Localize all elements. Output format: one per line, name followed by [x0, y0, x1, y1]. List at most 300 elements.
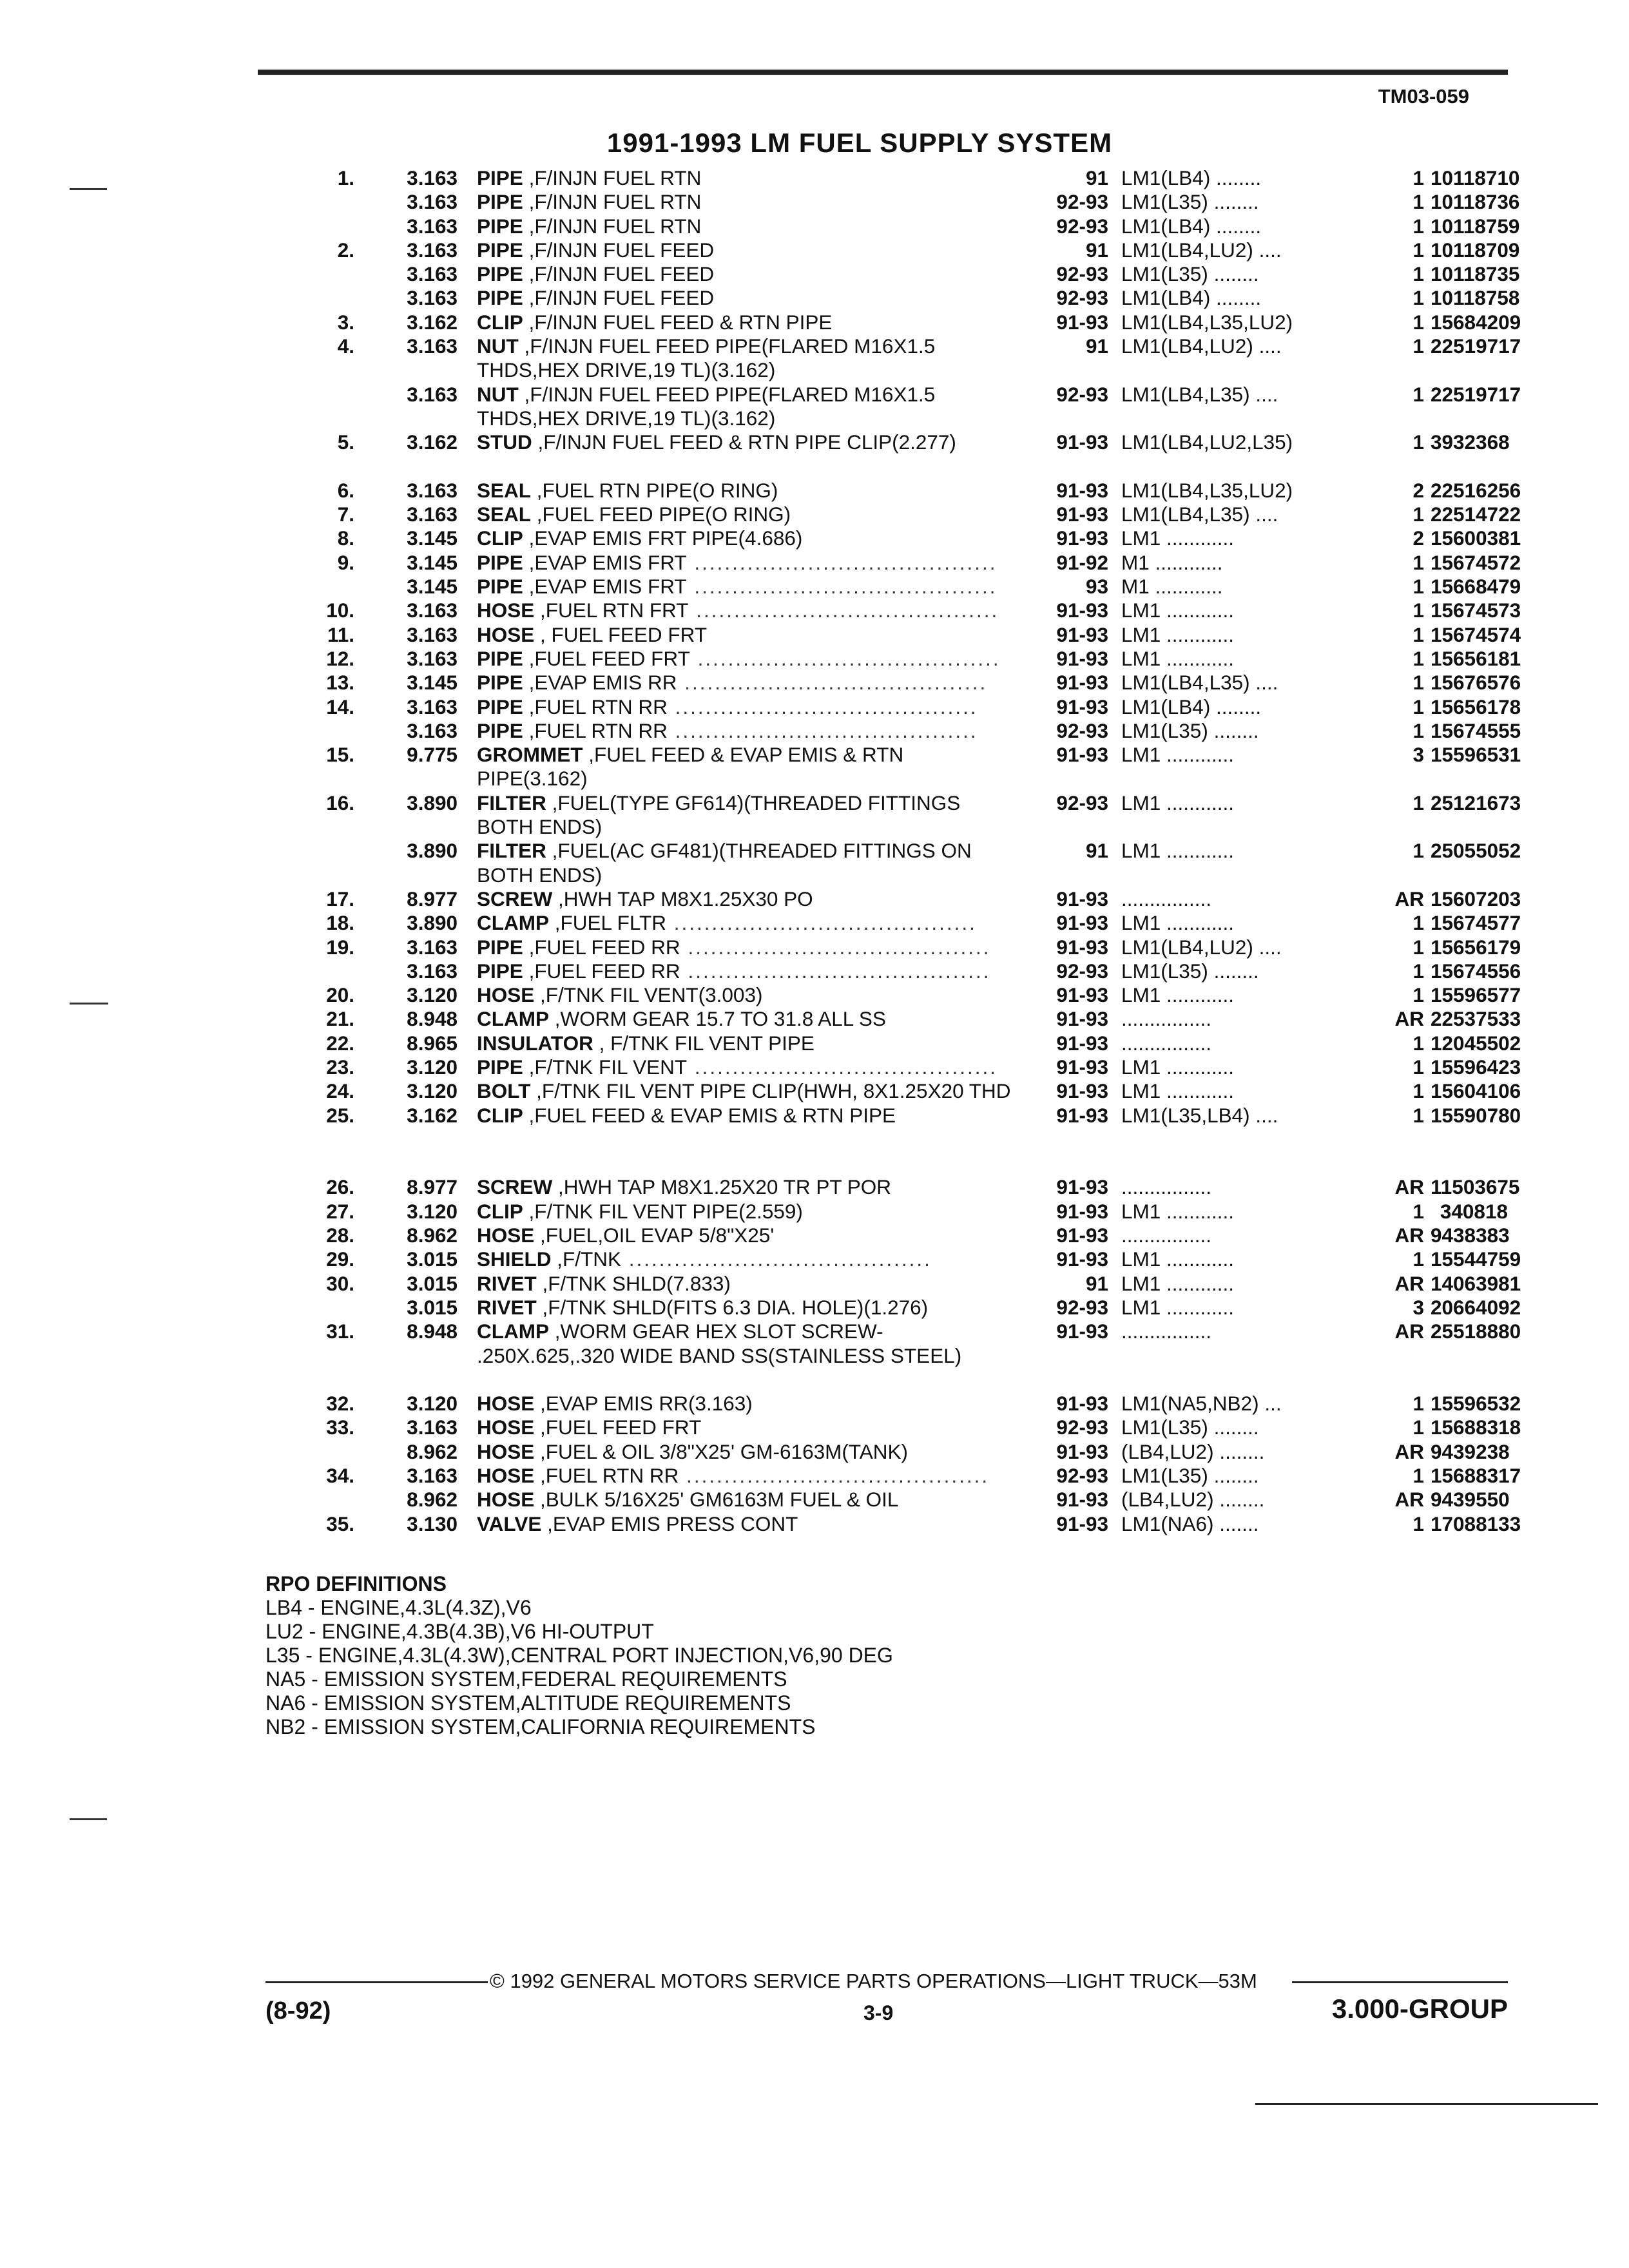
leader-dots: ........................................ [680, 959, 991, 983]
quantity: 3 [1412, 743, 1424, 767]
part-description [477, 1055, 1012, 1079]
part-detail: ,FUEL FLTR [554, 911, 667, 935]
part-description [477, 526, 1012, 550]
part-description [477, 238, 1012, 262]
group-number: 3.163 [407, 382, 458, 406]
part-noun: PIPE [477, 262, 523, 286]
part-description [477, 695, 1012, 719]
model-usage: LM1 ............ [1121, 1199, 1235, 1223]
part-description [477, 430, 1012, 454]
item-number: 10. [326, 599, 354, 622]
model-years: 91-93 [1056, 599, 1108, 622]
model-usage: LM1 ............ [1121, 622, 1235, 646]
quantity: 1 [1412, 286, 1424, 310]
model-usage: LM1 ............ [1121, 839, 1235, 863]
rpo-definition: NA5 - EMISSION SYSTEM,FEDERAL REQUIREMENTS [265, 1667, 787, 1691]
part-detail: ,FUEL(AC GF481)(THREADED FITTINGS ON BOTH ENDS) [477, 839, 972, 887]
model-years: 92-93 [1056, 382, 1108, 406]
table-row [258, 791, 1521, 840]
group-number: 3.015 [407, 1271, 458, 1295]
part-number: 14063981 [1431, 1271, 1521, 1295]
table-row [258, 599, 1521, 622]
model-usage: ................ [1121, 887, 1212, 910]
part-noun: PIPE [477, 646, 523, 670]
table-row [258, 1055, 1521, 1079]
quantity: 1 [1412, 334, 1424, 358]
part-number: 15668479 [1431, 575, 1521, 599]
part-detail: ,FUEL FEED RR [528, 935, 680, 959]
quantity: 1 [1412, 839, 1424, 863]
group-number: 3.890 [407, 911, 458, 935]
item-number: 3. [337, 310, 354, 334]
quantity: 2 [1412, 478, 1424, 502]
group-number: 9.775 [407, 743, 458, 767]
item-number: 8. [337, 526, 354, 550]
part-noun: CLIP [477, 310, 523, 334]
model-usage: LM1(LB4) ........ [1121, 166, 1262, 189]
group-number: 3.163 [407, 622, 458, 646]
rpo-definition: NB2 - EMISSION SYSTEM,CALIFORNIA REQUIREMENTS [265, 1715, 816, 1738]
quantity: AR [1394, 1488, 1424, 1512]
part-detail: ,F/INJN FUEL FEED & RTN PIPE [528, 310, 833, 334]
model-years: 91-93 [1056, 503, 1108, 526]
table-row [258, 1320, 1521, 1392]
table-row [258, 1079, 1521, 1103]
part-detail: ,F/INJN FUEL FEED [528, 286, 715, 310]
item-number: 32. [326, 1392, 354, 1416]
group-number: 3.163 [407, 334, 458, 358]
group-number: 3.163 [407, 478, 458, 502]
part-description [477, 719, 1012, 743]
quantity: 1 [1412, 599, 1424, 622]
leader-dots: ........................................ [686, 550, 998, 574]
table-row [258, 382, 1521, 431]
part-number: 15676576 [1431, 671, 1521, 695]
part-description [477, 1272, 1012, 1296]
part-number: 10118709 [1431, 238, 1520, 262]
item-number: 5. [337, 430, 354, 454]
table-row [258, 478, 1521, 503]
quantity: AR [1394, 1271, 1424, 1295]
leader-dots: ........................................ [679, 1464, 990, 1488]
model-usage: LM1(LB4,L35) .... [1121, 503, 1278, 526]
part-detail: ,BULK 5/16X25' GM6163M FUEL & OIL [540, 1488, 898, 1512]
group-number: 3.163 [407, 935, 458, 959]
item-number: 31. [326, 1320, 354, 1343]
quantity: 1 [1412, 166, 1424, 189]
table-row [258, 983, 1521, 1007]
model-usage: (LB4,LU2) ........ [1121, 1488, 1265, 1512]
part-number: 15656179 [1431, 935, 1521, 959]
part-detail: ,FUEL FEED RR [528, 959, 680, 983]
part-detail: ,EVAP EMIS PRESS CONT [547, 1512, 798, 1535]
part-noun: PIPE [477, 190, 523, 214]
model-usage: LM1(LB4,LU2) .... [1121, 238, 1282, 262]
model-years: 92-93 [1056, 959, 1108, 983]
part-number: 22519717 [1431, 334, 1521, 358]
leader-dots: ........................................ [680, 935, 991, 959]
model-usage: LM1 ............ [1121, 526, 1235, 550]
item-number: 22. [326, 1031, 354, 1055]
model-years: 93 [1085, 575, 1108, 599]
table-row [258, 959, 1521, 983]
table-row [258, 646, 1521, 671]
part-number: 15674577 [1431, 911, 1521, 935]
part-noun: PIPE [477, 959, 523, 983]
table-row [258, 1031, 1521, 1055]
model-usage: LM1 ............ [1121, 1247, 1235, 1271]
table-row [258, 935, 1521, 959]
part-number: 340818 [1440, 1199, 1508, 1223]
model-years: 91-93 [1056, 887, 1108, 910]
model-usage: LM1(LB4,L35) .... [1121, 671, 1278, 695]
table-row [258, 1464, 1521, 1488]
model-usage: LM1(NA5,NB2) ... [1121, 1392, 1282, 1416]
quantity: 1 [1412, 214, 1424, 238]
part-number: 22537533 [1431, 1007, 1521, 1031]
leader-dots: ........................................ [667, 718, 978, 742]
quantity: 1 [1412, 1247, 1424, 1271]
leader-dots: ........................................ [689, 646, 1001, 670]
model-years: 91-93 [1056, 1224, 1108, 1247]
model-years: 91-93 [1056, 911, 1108, 935]
group-number: 3.015 [407, 1295, 458, 1319]
leader-dots: ........................................ [687, 1055, 998, 1079]
item-number: 17. [326, 887, 354, 910]
part-description [477, 334, 1012, 383]
table-row [258, 911, 1521, 935]
table-row [258, 262, 1520, 286]
part-description [477, 911, 1012, 935]
part-detail: ,F/TNK SHLD(FITS 6.3 DIA. HOLE)(1.276) [542, 1295, 929, 1319]
part-number: 10118759 [1431, 214, 1520, 238]
part-noun: RIVET [477, 1271, 537, 1295]
part-detail: ,EVAP EMIS FRT [528, 550, 687, 574]
part-description [477, 575, 1012, 599]
part-detail: ,FUEL RTN RR [528, 695, 668, 718]
model-usage: (LB4,LU2) ........ [1121, 1439, 1265, 1463]
group-number: 3.145 [407, 575, 458, 599]
model-usage: ................ [1121, 1320, 1212, 1343]
model-years: 91-93 [1056, 622, 1108, 646]
part-noun: HOSE [477, 983, 535, 1007]
quantity: 1 [1412, 1464, 1424, 1488]
quantity: 1 [1412, 575, 1424, 599]
model-years: 91-93 [1056, 646, 1108, 670]
part-noun: NUT [477, 334, 519, 358]
model-usage: ................ [1121, 1224, 1212, 1247]
part-description [477, 1416, 1012, 1439]
leader-dots: ........................................ [688, 599, 999, 622]
part-number: 11503675 [1431, 1175, 1520, 1199]
part-description [477, 1104, 1012, 1128]
quantity: 1 [1412, 695, 1424, 718]
part-detail: ,F/INJN FUEL FEED [528, 262, 715, 286]
model-years: 91 [1085, 166, 1108, 189]
part-noun: PIPE [477, 575, 523, 599]
document-code: TM03-059 [1378, 85, 1469, 108]
item-number: 21. [326, 1007, 354, 1031]
part-number: 15656178 [1431, 695, 1521, 718]
part-description [477, 959, 1012, 983]
group-number: 3.120 [407, 983, 458, 1007]
model-years: 91-93 [1056, 935, 1108, 959]
item-number: 12. [326, 646, 354, 670]
quantity: 1 [1412, 550, 1424, 574]
part-detail: , F/TNK FIL VENT PIPE [599, 1031, 815, 1055]
part-number: 25055052 [1431, 839, 1521, 863]
item-number: 25. [326, 1103, 354, 1127]
part-detail: ,FUEL FEED FRT [540, 1416, 702, 1439]
model-years: 91-93 [1056, 430, 1108, 454]
group-number: 3.015 [407, 1247, 458, 1271]
margin-tick [70, 1003, 108, 1004]
part-detail: ,HWH TAP M8X1.25X30 PO [558, 887, 813, 910]
part-number: 15596532 [1431, 1392, 1521, 1416]
part-detail: ,F/INJN FUEL FEED & RTN PIPE CLIP(2.277) [537, 430, 956, 454]
part-number: 22519717 [1431, 382, 1521, 406]
part-noun: STUD [477, 430, 532, 454]
table-row [258, 1392, 1521, 1416]
part-description [477, 1007, 1012, 1031]
part-number: 25121673 [1431, 791, 1521, 814]
part-number: 15596423 [1431, 1055, 1521, 1079]
part-description [477, 1079, 1012, 1103]
table-row [258, 238, 1520, 262]
part-detail: ,EVAP EMIS FRT PIPE(4.686) [528, 526, 803, 550]
part-description [477, 215, 1012, 238]
model-usage: LM1 ............ [1121, 1055, 1235, 1079]
part-detail: ,F/INJN FUEL RTN [528, 190, 702, 214]
table-row [258, 1295, 1521, 1320]
part-number: 15674574 [1431, 622, 1521, 646]
table-row [258, 1512, 1521, 1561]
part-detail: ,FUEL & OIL 3/8"X25' GM-6163M(TANK) [540, 1439, 908, 1463]
model-years: 91 [1085, 839, 1108, 863]
part-noun: CLAMP [477, 911, 549, 935]
part-number: 15674555 [1431, 718, 1521, 742]
part-number: 15688317 [1431, 1464, 1521, 1488]
part-detail: ,FUEL RTN FRT [540, 599, 689, 622]
group-number: 3.163 [407, 166, 458, 189]
model-years: 91-93 [1056, 1007, 1108, 1031]
quantity: 1 [1412, 983, 1424, 1007]
part-detail: ,F/INJN FUEL FEED [528, 238, 715, 262]
quantity: 1 [1412, 935, 1424, 959]
model-years: 91-93 [1056, 983, 1108, 1007]
group-number: 8.965 [407, 1031, 458, 1055]
footer-rule-left [265, 1981, 488, 1983]
part-noun: CLAMP [477, 1320, 549, 1343]
top-rule [258, 70, 1508, 75]
part-detail: ,FUEL FEED & EVAP EMIS & RTN PIPE(3.162) [477, 743, 904, 791]
part-noun: SCREW [477, 1175, 553, 1199]
part-noun: PIPE [477, 695, 523, 718]
group-number: 3.162 [407, 1103, 458, 1127]
quantity: AR [1394, 1439, 1424, 1463]
item-number: 16. [326, 791, 354, 814]
part-number: 15590780 [1431, 1103, 1521, 1127]
part-number: 15596577 [1431, 983, 1521, 1007]
part-detail: ,F/TNK FIL VENT PIPE(2.559) [528, 1199, 803, 1223]
group-number: 3.163 [407, 238, 458, 262]
group-number: 8.962 [407, 1439, 458, 1463]
part-noun: CLIP [477, 1103, 523, 1127]
bottom-rule [1255, 2103, 1598, 2105]
part-detail: ,FUEL FEED & EVAP EMIS & RTN PIPE [528, 1103, 896, 1127]
part-detail: ,FUEL RTN RR [540, 1464, 679, 1488]
model-years: 92-93 [1056, 791, 1108, 814]
part-noun: PIPE [477, 1055, 523, 1079]
model-years: 92-93 [1056, 190, 1108, 214]
part-description [477, 311, 1012, 334]
model-years: 91 [1085, 1271, 1108, 1295]
group-number: 3.163 [407, 1464, 458, 1488]
revision-date: (8-92) [265, 1997, 331, 2024]
table-row [258, 887, 1521, 911]
quantity: 3 [1412, 1295, 1424, 1319]
part-detail: ,FUEL(TYPE GF614)(THREADED FITTINGS BOTH ENDS) [477, 791, 961, 839]
quantity: 1 [1412, 791, 1424, 814]
copyright-notice: © 1992 GENERAL MOTORS SERVICE PARTS OPERATIONS—LIGHT TRUCK—53M [490, 1970, 1257, 1992]
part-detail: ,FUEL FEED FRT [528, 646, 690, 670]
part-number: 20664092 [1431, 1295, 1521, 1319]
table-row [258, 310, 1521, 334]
quantity: 1 [1412, 1031, 1424, 1055]
table-row [258, 1103, 1521, 1176]
part-number: 25518880 [1431, 1320, 1521, 1343]
part-number: 15600381 [1431, 526, 1521, 550]
quantity: 1 [1412, 382, 1424, 406]
group-number: 3.162 [407, 310, 458, 334]
model-years: 91-93 [1056, 743, 1108, 767]
group-number: 3.163 [407, 1416, 458, 1439]
model-years: 92-93 [1056, 718, 1108, 742]
part-noun: NUT [477, 382, 519, 406]
part-detail: ,FUEL RTN RR [528, 718, 668, 742]
part-noun: INSULATOR [477, 1031, 593, 1055]
rpo-definitions [265, 1572, 893, 1739]
part-number: 10118735 [1431, 262, 1520, 286]
group-number: 8.977 [407, 1175, 458, 1199]
part-detail: ,FUEL,OIL EVAP 5/8"X25' [540, 1224, 775, 1247]
model-usage: LM1 ............ [1121, 743, 1235, 767]
part-detail: ,F/TNK [557, 1247, 622, 1271]
model-usage: LM1(L35) ........ [1121, 262, 1259, 286]
part-description [477, 647, 1012, 671]
model-years: 91-93 [1056, 526, 1108, 550]
model-usage: LM1 ............ [1121, 1079, 1235, 1103]
group-number: 8.948 [407, 1320, 458, 1343]
model-usage: LM1(LB4,L35,LU2) [1121, 478, 1293, 502]
part-description [477, 1175, 1012, 1199]
group-number: 3.145 [407, 550, 458, 574]
part-noun: HOSE [477, 1439, 535, 1463]
part-description [477, 286, 1012, 310]
part-number: 15684209 [1431, 310, 1521, 334]
quantity: 1 [1412, 1416, 1424, 1439]
model-years: 91 [1085, 238, 1108, 262]
model-usage: LM1(LB4,L35) .... [1121, 382, 1278, 406]
quantity: 1 [1412, 1512, 1424, 1535]
table-row [258, 190, 1520, 214]
quantity: 1 [1412, 1055, 1424, 1079]
item-number: 35. [326, 1512, 354, 1535]
part-noun: PIPE [477, 238, 523, 262]
part-description [477, 671, 1012, 695]
part-detail: ,F/INJN FUEL RTN [528, 214, 702, 238]
table-row [258, 1224, 1508, 1247]
page-title: 1991-1993 LM FUEL SUPPLY SYSTEM [606, 128, 1113, 158]
part-description [477, 551, 1012, 575]
model-years: 92-93 [1056, 1295, 1108, 1319]
item-number: 11. [327, 622, 354, 646]
item-number: 9. [337, 550, 354, 574]
item-number: 2. [337, 238, 354, 262]
part-number: 17088133 [1431, 1512, 1521, 1535]
quantity: 2 [1412, 526, 1424, 550]
part-noun: PIPE [477, 214, 523, 238]
model-years: 91-92 [1056, 550, 1108, 574]
part-description [477, 1200, 1012, 1224]
quantity: 1 [1412, 503, 1424, 526]
part-description [477, 983, 1012, 1007]
rpo-definition: LU2 - ENGINE,4.3B(4.3B),V6 HI-OUTPUT [265, 1620, 654, 1643]
quantity: 1 [1412, 718, 1424, 742]
model-years: 91-93 [1056, 1392, 1108, 1416]
part-detail: ,WORM GEAR 15.7 TO 31.8 ALL SS [554, 1007, 886, 1031]
part-description [477, 887, 1012, 911]
part-description [477, 262, 1012, 286]
part-noun: FILTER [477, 839, 546, 863]
table-row [258, 430, 1508, 479]
item-number: 27. [326, 1199, 354, 1223]
model-years: 91-93 [1056, 1488, 1108, 1512]
quantity: 1 [1412, 190, 1424, 214]
part-detail: ,F/TNK FIL VENT(3.003) [540, 983, 763, 1007]
item-number: 15. [326, 743, 354, 767]
model-usage: LM1 ............ [1121, 983, 1235, 1007]
quantity: 1 [1412, 671, 1424, 695]
quantity: 1 [1412, 646, 1424, 670]
part-description [477, 1296, 1012, 1320]
table-row [258, 839, 1521, 887]
part-description [477, 190, 1012, 214]
model-years: 91-93 [1056, 310, 1108, 334]
model-usage: LM1 ............ [1121, 599, 1235, 622]
quantity: 1 [1412, 310, 1424, 334]
group-number: 3.163 [407, 718, 458, 742]
rpo-definition: L35 - ENGINE,4.3L(4.3W),CENTRAL PORT INJECTION,V6,90 DEG [265, 1644, 893, 1667]
quantity: AR [1394, 1224, 1424, 1247]
model-usage: LM1(L35) ........ [1121, 718, 1259, 742]
model-years: 92-93 [1056, 1464, 1108, 1488]
model-usage: LM1(LB4,L35,LU2) [1121, 310, 1293, 334]
part-description [477, 1032, 1012, 1055]
item-number: 26. [326, 1175, 354, 1199]
item-number: 34. [326, 1464, 354, 1488]
group-number: 3.163 [407, 503, 458, 526]
part-detail: ,F/INJN FUEL RTN [528, 166, 702, 189]
item-number: 6. [337, 478, 354, 502]
model-years: 91-93 [1056, 1439, 1108, 1463]
item-number: 19. [326, 935, 354, 959]
part-noun: HOSE [477, 1416, 535, 1439]
part-detail: ,F/TNK FIL VENT [528, 1055, 688, 1079]
part-description [477, 839, 1012, 887]
part-number: 15674573 [1431, 599, 1521, 622]
part-noun: HOSE [477, 622, 535, 646]
